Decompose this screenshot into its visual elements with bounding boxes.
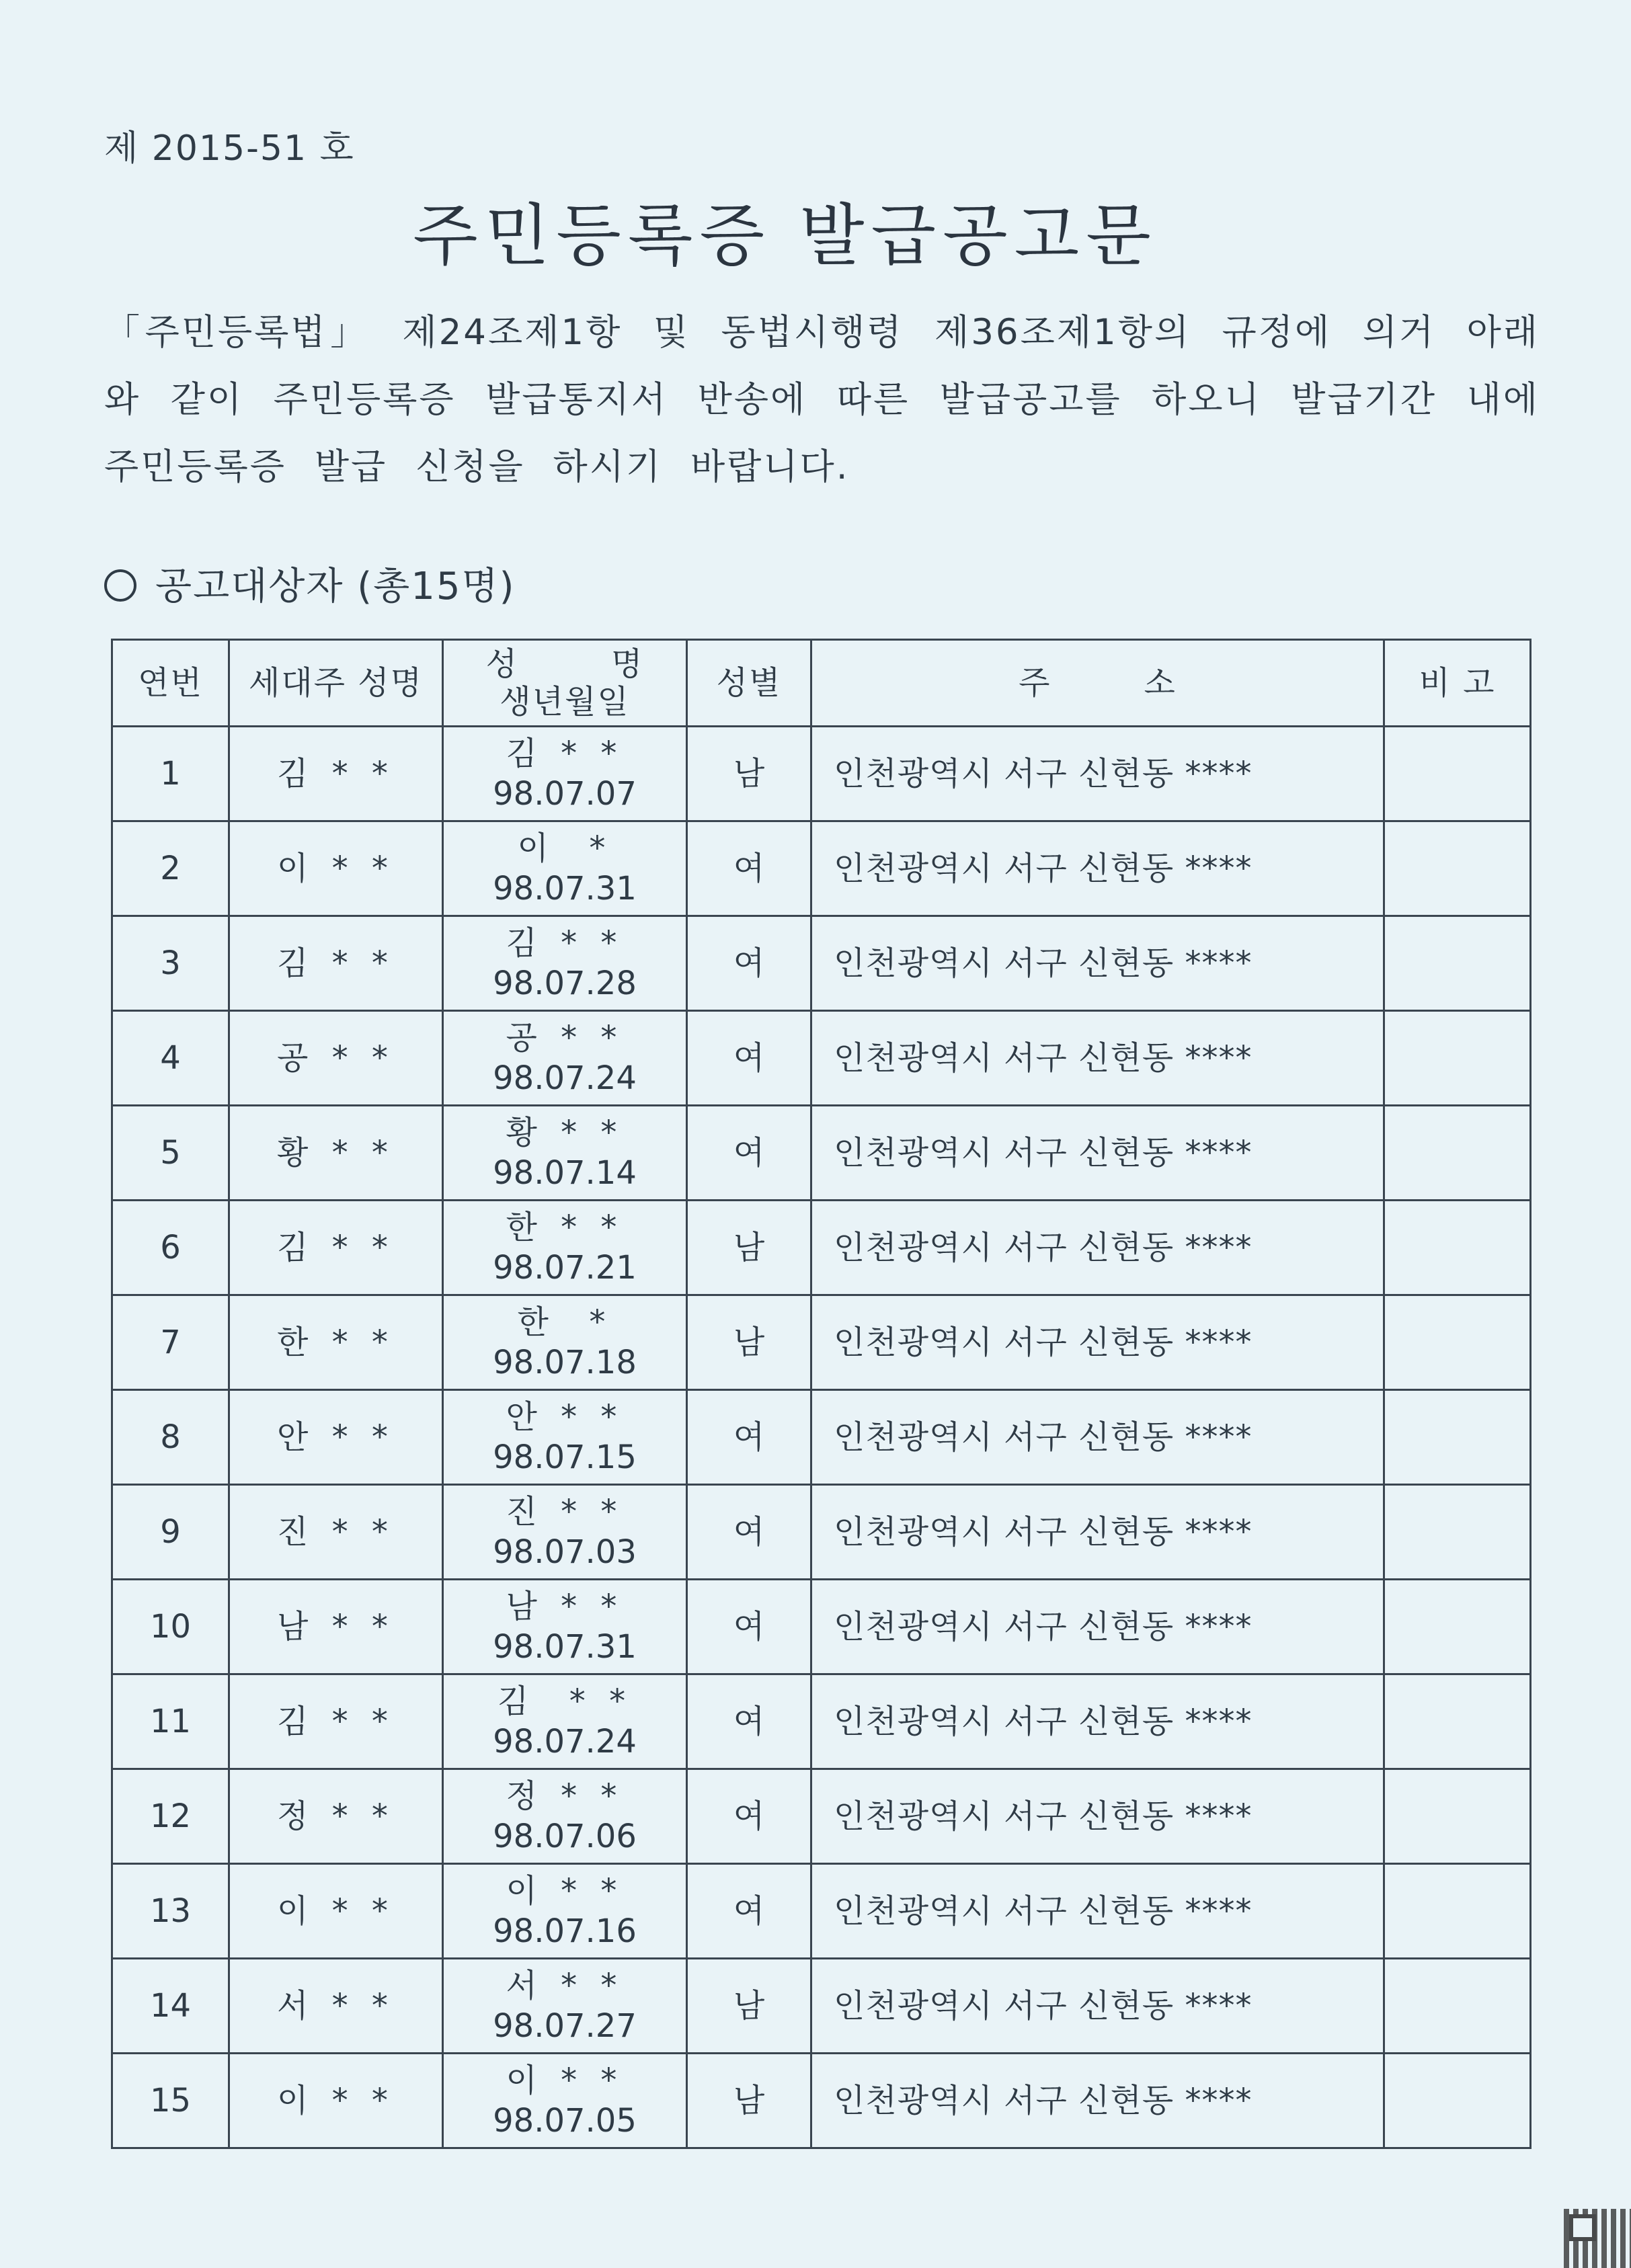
cell-no: 11 (112, 1674, 229, 1769)
cell-birth: 98.07.14 (493, 1154, 637, 1192)
cell-name-birth (443, 1106, 687, 1201)
table-row (112, 1201, 1531, 1295)
cell-name-birth (443, 1295, 687, 1390)
cell-name: 한 * (517, 1303, 612, 1341)
cell-birth: 98.07.18 (493, 1344, 637, 1381)
cell-remark (1384, 1769, 1531, 1864)
cell-remark (1384, 916, 1531, 1011)
cell-name-birth (443, 1485, 687, 1580)
cell-birth: 98.07.31 (493, 870, 637, 907)
cell-householder: 이 * * (229, 1864, 443, 1959)
cell-name: 이 * (517, 829, 612, 867)
cell-gender: 여 (687, 821, 811, 916)
cell-birth: 98.07.03 (493, 1533, 637, 1571)
cell-name: 황 * * (506, 1114, 624, 1151)
cell-name-birth (443, 2054, 687, 2148)
cell-name: 공 * * (506, 1019, 624, 1057)
cell-householder: 이 * * (229, 821, 443, 916)
cell-address: 인천광역시 서구 신현동 **** (811, 1864, 1384, 1959)
cell-no: 4 (112, 1011, 229, 1106)
header-address: 주 소 (811, 640, 1384, 727)
cell-gender: 여 (687, 1580, 811, 1674)
cell-address: 인천광역시 서구 신현동 **** (811, 1485, 1384, 1580)
table-row (112, 821, 1531, 916)
cell-householder: 한 * * (229, 1295, 443, 1390)
cell-birth: 98.07.24 (493, 1723, 637, 1760)
cell-householder: 김 * * (229, 1201, 443, 1295)
cell-no: 1 (112, 727, 229, 821)
cell-birth: 98.07.06 (493, 1818, 637, 1855)
header-householder: 세대주 성명 (229, 640, 443, 727)
table-row (112, 1106, 1531, 1201)
cell-gender: 남 (687, 727, 811, 821)
cell-householder: 김 * * (229, 916, 443, 1011)
header-remark: 비 고 (1384, 640, 1531, 727)
cell-address: 인천광역시 서구 신현동 **** (811, 1201, 1384, 1295)
cell-remark (1384, 1011, 1531, 1106)
cell-remark (1384, 1390, 1531, 1485)
header-no: 연번 (112, 640, 229, 727)
cell-name-birth (443, 1390, 687, 1485)
cell-address: 인천광역시 서구 신현동 **** (811, 727, 1384, 821)
header-name: 성 명 (485, 645, 644, 683)
cell-birth: 98.07.15 (493, 1439, 637, 1476)
cell-address: 인천광역시 서구 신현동 **** (811, 1390, 1384, 1485)
cell-address: 인천광역시 서구 신현동 **** (811, 916, 1384, 1011)
cell-name: 김 * * (497, 1683, 633, 1720)
cell-name: 진 * * (506, 1493, 624, 1531)
header-gender: 성별 (687, 640, 811, 727)
cell-name-birth (443, 1864, 687, 1959)
cell-name-birth (443, 1674, 687, 1769)
table-header-row (112, 640, 1531, 727)
cell-no: 8 (112, 1390, 229, 1485)
table-row (112, 1769, 1531, 1864)
cell-gender: 여 (687, 1011, 811, 1106)
cell-gender: 여 (687, 1485, 811, 1580)
cell-gender: 남 (687, 1959, 811, 2054)
cell-householder: 공 * * (229, 1011, 443, 1106)
cell-no: 6 (112, 1201, 229, 1295)
cell-birth: 98.07.27 (493, 2007, 637, 2045)
header-name-birth (443, 640, 687, 727)
cell-gender: 여 (687, 1390, 811, 1485)
cell-gender: 여 (687, 1106, 811, 1201)
cell-remark (1384, 2054, 1531, 2148)
cell-gender: 여 (687, 1674, 811, 1769)
cell-no: 3 (112, 916, 229, 1011)
table-row (112, 2054, 1531, 2148)
cell-name-birth (443, 916, 687, 1011)
cell-no: 5 (112, 1106, 229, 1201)
page-title: 주민등록증 발급공고문 (413, 196, 1158, 275)
cell-remark (1384, 1106, 1531, 1201)
qr-code-icon (1564, 2209, 1631, 2268)
cell-householder: 서 * * (229, 1959, 443, 2054)
cell-no: 9 (112, 1485, 229, 1580)
cell-birth: 98.07.16 (493, 1912, 637, 1950)
cell-name: 남 * * (506, 1588, 624, 1625)
cell-remark (1384, 1295, 1531, 1390)
table-row (112, 727, 1531, 821)
cell-householder: 정 * * (229, 1769, 443, 1864)
cell-no: 10 (112, 1580, 229, 1674)
cell-gender: 남 (687, 2054, 811, 2148)
cell-name: 한 * * (506, 1209, 624, 1246)
cell-no: 7 (112, 1295, 229, 1390)
cell-name: 김 * * (506, 924, 624, 962)
cell-address: 인천광역시 서구 신현동 **** (811, 1106, 1384, 1201)
cell-remark (1384, 1485, 1531, 1580)
table-row (112, 1864, 1531, 1959)
section-heading (104, 557, 515, 610)
cell-no: 14 (112, 1959, 229, 2054)
table-row (112, 1580, 1531, 1674)
cell-gender: 남 (687, 1201, 811, 1295)
cell-gender: 여 (687, 1769, 811, 1864)
cell-householder: 이 * * (229, 2054, 443, 2148)
cell-birth: 98.07.07 (493, 775, 637, 813)
cell-address: 인천광역시 서구 신현동 **** (811, 1959, 1384, 2054)
cell-name-birth (443, 1011, 687, 1106)
cell-householder: 안 * * (229, 1390, 443, 1485)
cell-remark (1384, 1864, 1531, 1959)
cell-name: 이 * * (506, 1872, 624, 1910)
cell-address: 인천광역시 서구 신현동 **** (811, 1769, 1384, 1864)
cell-birth: 98.07.24 (493, 1059, 637, 1097)
cell-address: 인천광역시 서구 신현동 **** (811, 821, 1384, 916)
document-number: 제 2015-51 호 (104, 128, 355, 169)
cell-name-birth (443, 727, 687, 821)
notice-body: 「주민등록법」 제24조제1항 및 동법시행령 제36조제1항의 규정에 의거 아래와 같이 주민등록증 발급통지서 반송에 따른 발급공고를 하오니 발급기간 내에 주민등록증 발급 신청을 하시기 바랍니다. (104, 312, 1540, 487)
section-heading-text: 공고대상자 (총15명) (155, 565, 516, 608)
cell-no: 15 (112, 2054, 229, 2148)
table-row (112, 1295, 1531, 1390)
table-row (112, 1011, 1531, 1106)
cell-address: 인천광역시 서구 신현동 **** (811, 1580, 1384, 1674)
header-birth: 생년월일 (500, 683, 630, 721)
cell-remark (1384, 1959, 1531, 2054)
cell-householder: 진 * * (229, 1485, 443, 1580)
cell-address: 인천광역시 서구 신현동 **** (811, 2054, 1384, 2148)
cell-birth: 98.07.05 (493, 2102, 637, 2140)
cell-no: 2 (112, 821, 229, 916)
cell-name-birth (443, 1580, 687, 1674)
cell-name: 서 * * (506, 1967, 624, 2004)
cell-no: 12 (112, 1769, 229, 1864)
cell-remark (1384, 1201, 1531, 1295)
cell-remark (1384, 1580, 1531, 1674)
cell-name: 안 * * (506, 1398, 624, 1436)
cell-gender: 여 (687, 1864, 811, 1959)
table-row (112, 1485, 1531, 1580)
cell-householder: 남 * * (229, 1580, 443, 1674)
cell-name: 정 * * (506, 1777, 624, 1815)
cell-address: 인천광역시 서구 신현동 **** (811, 1295, 1384, 1390)
cell-address: 인천광역시 서구 신현동 **** (811, 1674, 1384, 1769)
cell-birth: 98.07.21 (493, 1249, 637, 1287)
cell-name-birth (443, 821, 687, 916)
cell-householder: 김 * * (229, 1674, 443, 1769)
table-row (112, 916, 1531, 1011)
cell-name-birth (443, 1959, 687, 2054)
cell-householder: 황 * * (229, 1106, 443, 1201)
recipient-table (111, 639, 1531, 2149)
cell-name: 이 * * (506, 2062, 624, 2099)
cell-birth: 98.07.28 (493, 965, 637, 1002)
cell-name-birth (443, 1201, 687, 1295)
cell-name: 김 * * (506, 735, 624, 772)
cell-householder: 김 * * (229, 727, 443, 821)
circle-bullet-icon (104, 569, 136, 602)
cell-gender: 여 (687, 916, 811, 1011)
cell-name-birth (443, 1769, 687, 1864)
table-row (112, 1390, 1531, 1485)
cell-remark (1384, 1674, 1531, 1769)
cell-remark (1384, 821, 1531, 916)
cell-address: 인천광역시 서구 신현동 **** (811, 1011, 1384, 1106)
cell-no: 13 (112, 1864, 229, 1959)
table-row (112, 1959, 1531, 2054)
cell-birth: 98.07.31 (493, 1628, 637, 1666)
cell-remark (1384, 727, 1531, 821)
table-row (112, 1674, 1531, 1769)
cell-gender: 남 (687, 1295, 811, 1390)
